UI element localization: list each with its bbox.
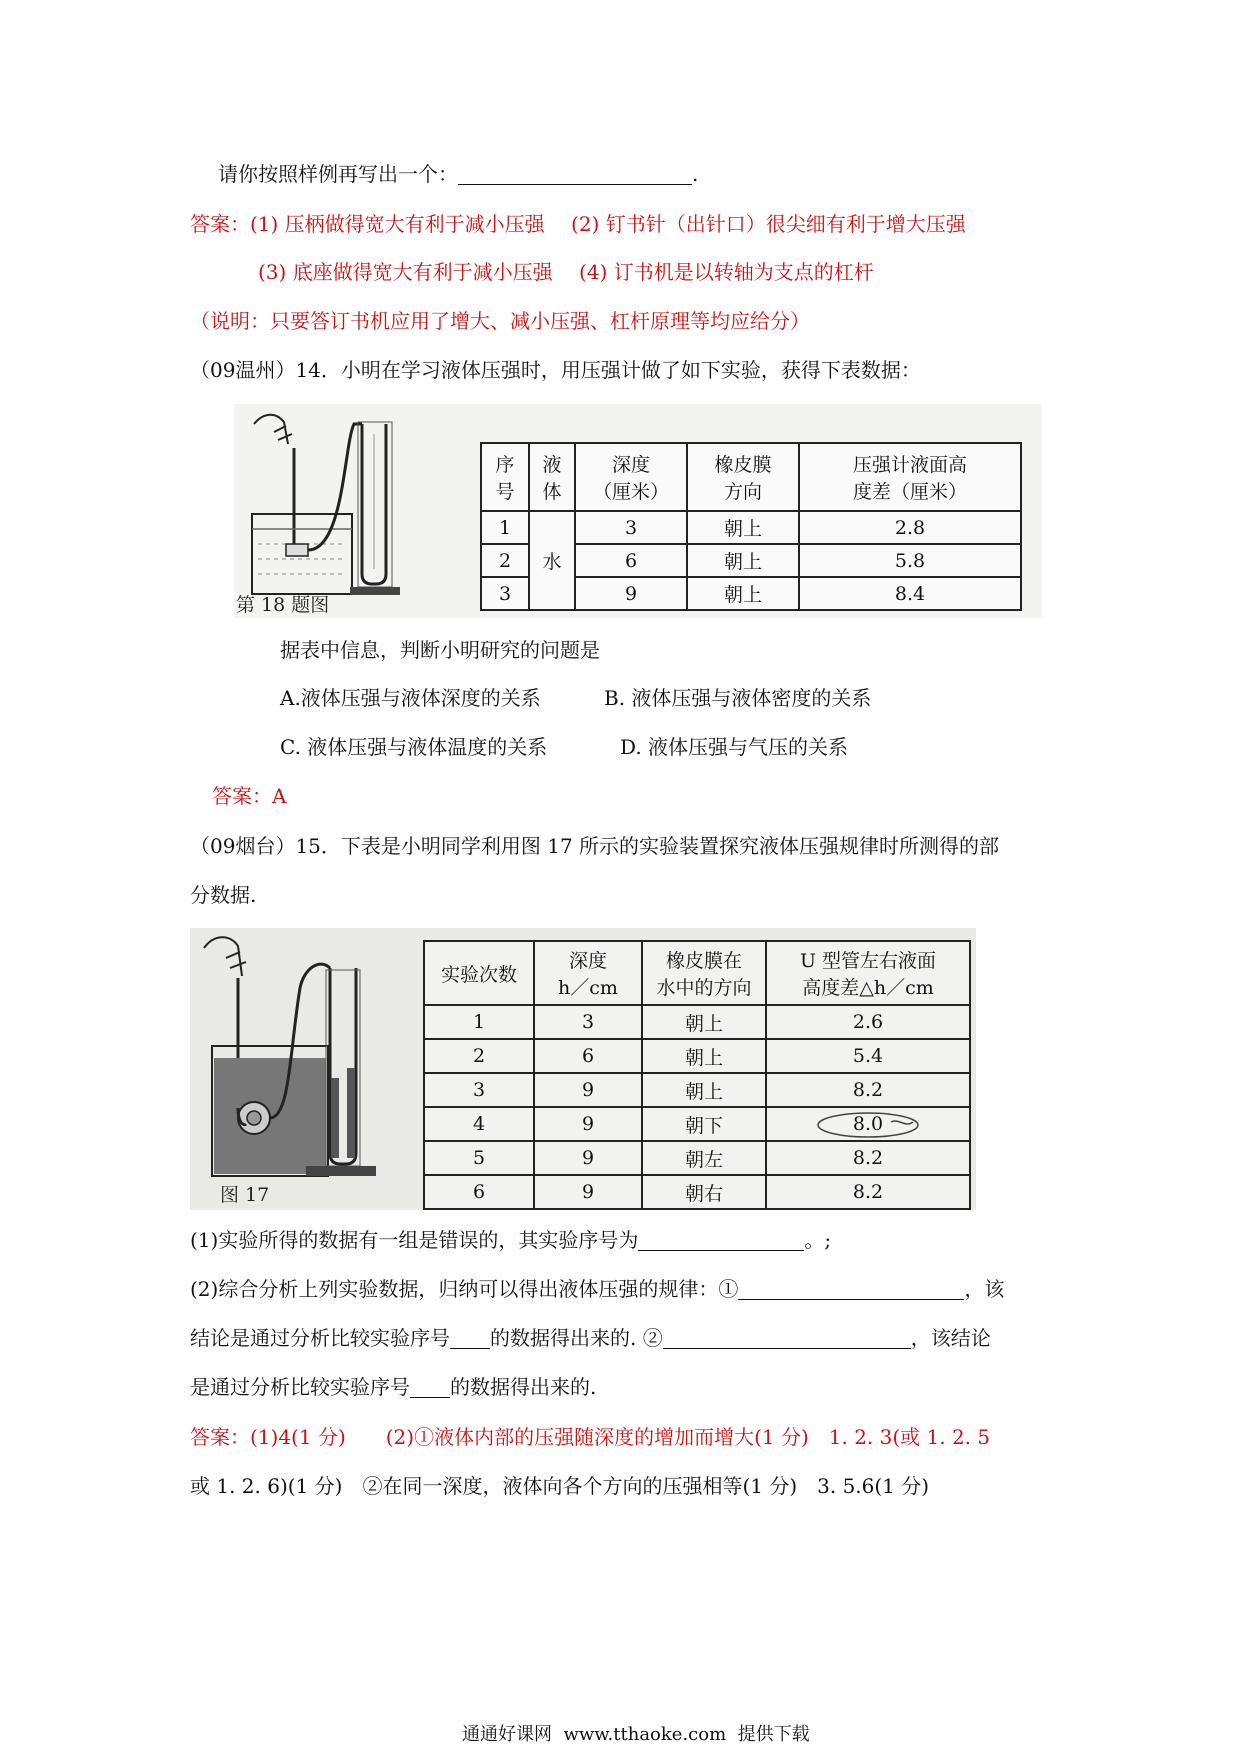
q14-option-a[interactable]: A.液体压强与液体深度的关系 (280, 686, 541, 710)
cell-no: 3 (481, 577, 529, 610)
table-row (424, 1005, 970, 1039)
q15-sub2-blank-rule2[interactable] (663, 1328, 911, 1349)
header-cell: U 型管左右液面 高度差△h／cm (766, 941, 970, 1005)
cell-height-diff: 5.4 (766, 1039, 970, 1073)
footer-suffix: 提供下载 (737, 1724, 810, 1745)
q15-sub2-line1: (2)综合分析上列实验数据，归纳可以得出液体压强的规律：① ，该 (190, 1277, 1005, 1301)
cell-direction: 朝上 (642, 1005, 766, 1039)
q14-stem: （09温州）14．小明在学习液体压强时，用压强计做了如下实验，获得下表数据： (190, 358, 921, 382)
q15-sub2-line3: 是通过分析比较实验序号 的数据得出来的. (190, 1375, 597, 1399)
footer-url[interactable]: www.tthaoke.com (563, 1724, 727, 1745)
header-cell: 液 体 (529, 443, 575, 511)
cell-depth: 6 (575, 544, 687, 577)
intro-end: . (692, 162, 699, 186)
q14-option-c[interactable]: C. 液体压强与液体温度的关系 (280, 735, 548, 759)
table-header-row (424, 941, 970, 1005)
q15-sub1-blank[interactable] (638, 1230, 804, 1251)
cell-height-diff: 8.2 (766, 1073, 970, 1107)
header-cell: 深度 （厘米） (575, 443, 687, 511)
intro-line (218, 160, 698, 188)
q15-data-table (423, 940, 971, 1210)
q15-sub2-blank-index2[interactable] (410, 1377, 450, 1398)
q15-answer-line2: 或 1. 2. 6)(1 分) ②在同一深度，液体向各个方向的压强相等(1 分) 3. 5.6(1 分) (190, 1474, 930, 1498)
cell-no: 6 (424, 1175, 534, 1209)
cell-direction: 朝上 (642, 1039, 766, 1073)
cell-depth: 9 (575, 577, 687, 610)
cell-depth: 9 (534, 1107, 642, 1141)
cell-no: 1 (481, 511, 529, 544)
cell-depth: 9 (534, 1175, 642, 1209)
q14-answer: 答案：A (212, 784, 287, 808)
q14-option-d[interactable]: D. 液体压强与气压的关系 (620, 735, 849, 759)
answer13-line2: (3) 底座做得宽大有利于减小压强 (4) 订书机是以转轴为支点的杠杆 (258, 260, 874, 284)
header-cell: 压强计液面高 度差（厘米） (799, 443, 1021, 511)
q15-sub2-blank-index1[interactable] (450, 1328, 490, 1349)
cell-no: 5 (424, 1141, 534, 1175)
table-row (481, 511, 1021, 544)
cell-depth: 9 (534, 1073, 642, 1107)
q15-stem-line1: （09烟台）15．下表是小明同学利用图 17 所示的实验装置探究液体压强规律时所测得的部 (190, 834, 1000, 858)
q14-figure-label: 第 18 题图 (236, 594, 330, 616)
header-cell: 序 号 (481, 443, 529, 511)
answer-blank[interactable] (458, 164, 692, 185)
q15-figure-label: 图 17 (220, 1184, 270, 1206)
cell-height-diff: 8.2 (766, 1175, 970, 1209)
cell-height-diff: 5.8 (799, 544, 1021, 577)
cell-height-diff: 2.8 (799, 511, 1021, 544)
q15-sub1: (1)实验所得的数据有一组是错误的，其实验序号为 。; (190, 1228, 832, 1252)
table-row (424, 1107, 970, 1141)
q15-sub2-blank-rule1[interactable] (738, 1279, 964, 1300)
q15-figure (190, 928, 976, 1210)
q14-option-b[interactable]: B. 液体压强与液体密度的关系 (604, 686, 872, 710)
cell-height-diff: 8.4 (799, 577, 1021, 610)
cell-direction: 朝上 (687, 511, 799, 544)
cell-depth: 3 (575, 511, 687, 544)
table-row (424, 1073, 970, 1107)
table-row (424, 1141, 970, 1175)
cell-direction: 朝左 (642, 1141, 766, 1175)
cell-no: 2 (424, 1039, 534, 1073)
q14-question: 据表中信息，判断小明研究的问题是 (280, 638, 600, 662)
cell-direction: 朝上 (687, 577, 799, 610)
table-row (424, 1175, 970, 1209)
header-cell: 深度 h／cm (534, 941, 642, 1005)
cell-height-diff: 8.0 (766, 1107, 970, 1141)
cell-direction: 朝右 (642, 1175, 766, 1209)
cell-no: 4 (424, 1107, 534, 1141)
q14-figure (234, 404, 1042, 618)
cell-direction: 朝上 (687, 544, 799, 577)
intro-prompt: 请你按照样例再写出一个： (218, 162, 458, 186)
header-cell: 橡皮膜 方向 (687, 443, 799, 511)
answer13-note: （说明：只要答订书机应用了增大、减小压强、杠杆原理等均应给分） (190, 309, 810, 333)
cell-depth: 9 (534, 1141, 642, 1175)
cell-no: 1 (424, 1005, 534, 1039)
page-footer (462, 1720, 810, 1746)
cell-depth: 6 (534, 1039, 642, 1073)
cell-no: 3 (424, 1073, 534, 1107)
answer13-line1: 答案：(1) 压柄做得宽大有利于减小压强 (2) 钉书针（出针口）很尖细有利于增大压强 (190, 212, 966, 236)
header-cell: 橡皮膜在 水中的方向 (642, 941, 766, 1005)
table-row (424, 1039, 970, 1073)
table-header-row (481, 443, 1021, 511)
u-tube-apparatus-illustration (190, 928, 420, 1198)
cell-no: 2 (481, 544, 529, 577)
cell-depth: 3 (534, 1005, 642, 1039)
q14-data-table (480, 442, 1022, 611)
q15-answer-text: 答案：(1)4(1 分) (2)①液体内部的压强随深度的增加而增大(1 分) 1. 2. 3(或 1. 2. 5 (190, 1425, 991, 1449)
cell-liquid: 水 (529, 511, 575, 610)
cell-direction: 朝下 (642, 1107, 766, 1141)
q15-stem-line2: 分数据. (190, 883, 257, 907)
header-cell: 实验次数 (424, 941, 534, 1005)
cell-direction: 朝上 (642, 1073, 766, 1107)
footer-site: 通通好课网 (462, 1724, 552, 1745)
q15-answer-line1 (190, 1423, 990, 1451)
cell-height-diff: 8.2 (766, 1141, 970, 1175)
cell-height-diff: 2.6 (766, 1005, 970, 1039)
q15-sub2-line2: 结论是通过分析比较实验序号 的数据得出来的. ② ，该结论 (190, 1326, 991, 1350)
circled-mark (813, 1110, 923, 1140)
manometer-illustration (234, 404, 464, 604)
